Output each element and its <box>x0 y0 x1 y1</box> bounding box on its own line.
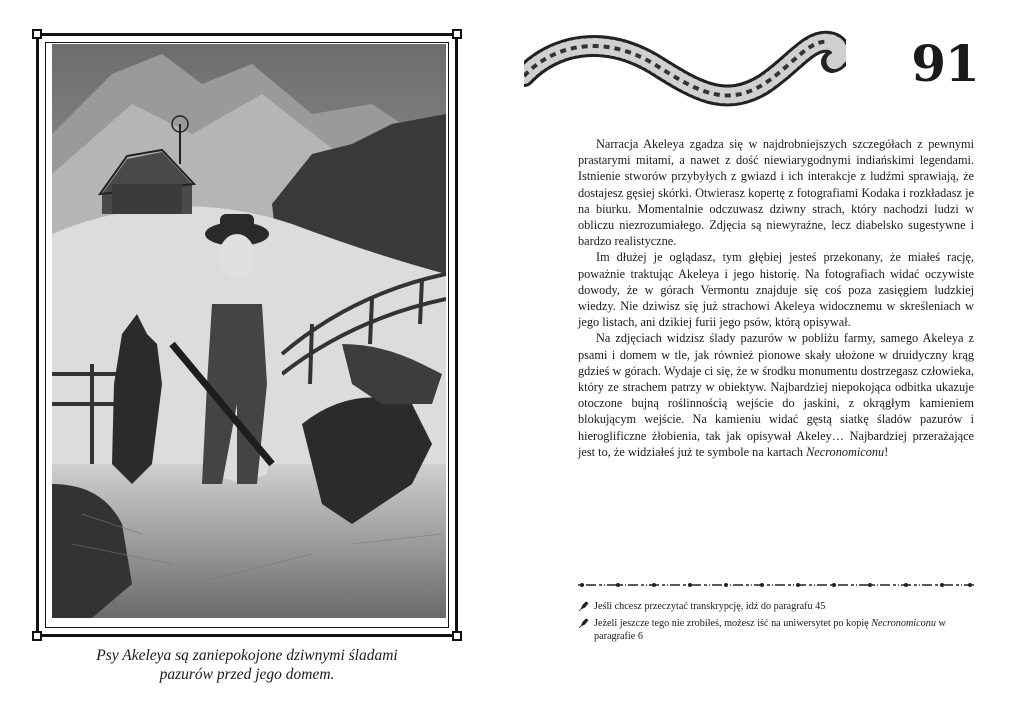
frame-corner-ornament <box>452 631 462 641</box>
illustration-caption <box>36 646 458 684</box>
choice-option[interactable] <box>578 617 974 644</box>
choice-option-text: Jeżeli jeszcze tego nie zrobiłeś, możesz iść na uniwersytet po kopię <box>594 617 872 629</box>
feather-icon <box>578 618 589 629</box>
choice-option-text: w paragrafie 6 <box>594 617 946 642</box>
book-title-emphasis: Necronomiconu <box>871 617 936 629</box>
frame-corner-ornament <box>452 29 462 39</box>
caption-line: Psy Akeleya są zaniepokojone dziwnymi śladami <box>96 647 398 664</box>
paragraph-segment: ! <box>884 444 889 459</box>
paragraph-text <box>578 136 974 460</box>
tentacle-ornament <box>524 14 846 114</box>
frame-corner-ornament <box>32 631 42 641</box>
frame-corner-ornament <box>32 29 42 39</box>
page-number: 91 <box>911 34 979 93</box>
body-paragraph: Narracja Akeleya zgadza się w najdrobniejszych szczegółach z pewnymi prastarymi mitami, a nawet z dość niewiarygodnymi indiańskimi legendami. Istnienie stworów przybyłych z gwiazd i ich interakcje z ludźmi sprawiają, że dostajesz gęsiej skórki. Otwierasz kopertę z fotografiami Kodaka i rozkładasz je na biurku. Momentalnie odczuwasz dziwny strach, który nachodzi ludzi w obliczu niezrozumiałego. Zdjęcia są niewyraźne, lecz diabelsko sugestywne i bardzo realistyczne. <box>578 137 974 249</box>
choice-options <box>578 600 974 647</box>
book-title-emphasis: Necronomiconu <box>806 444 885 459</box>
body-paragraph <box>578 330 974 460</box>
feather-icon <box>578 601 589 612</box>
choice-option-text: Jeśli chcesz przeczytać transkrypcję, idź do paragrafu 45 <box>594 601 826 612</box>
choice-option[interactable] <box>578 600 974 614</box>
ornamental-divider <box>578 581 974 589</box>
farm-illustration <box>52 44 446 618</box>
paragraph-segment: Na zdjęciach widzisz ślady pazurów w pobliżu farmy, samego Akeleya z psami i domem w tle, jak również pionowe skały ułożone w druidyczny krąg gdzieś w górach. Wydaje ci się, że w środku monumentu dostrzegasz człowieka, który ze strachem patrzy w obiektyw. Najbardziej niepokojąca odbitka ukazuje otoczone bujną roślinnością wejście do jaskini, z okrągłym kamieniem blokującym wejście. Na kamieniu widać gęstą siatkę śladów pazurów i hieroglificzne żłobienia, tak jak opisywał Akeley… Najbardziej przerażające jest to, że widziałeś już te symbole na kartach <box>578 331 974 459</box>
body-paragraph: Im dłużej je oglądasz, tym głębiej jesteś przekonany, że miałeś rację, poważnie traktując Akeleya i jego historię. Na fotografiach widać oczywiste dowody, że w górach Vermontu znajduje się coś poza zasięgiem ludzkiej wiedzy. Nie dziwisz się już strachowi Akeleya widocznemu w skreśleniach w jego listach, ani dzikiej furii jego psów, którą opisywał. <box>578 250 974 330</box>
caption-line: pazurów przed jego domem. <box>159 666 335 683</box>
